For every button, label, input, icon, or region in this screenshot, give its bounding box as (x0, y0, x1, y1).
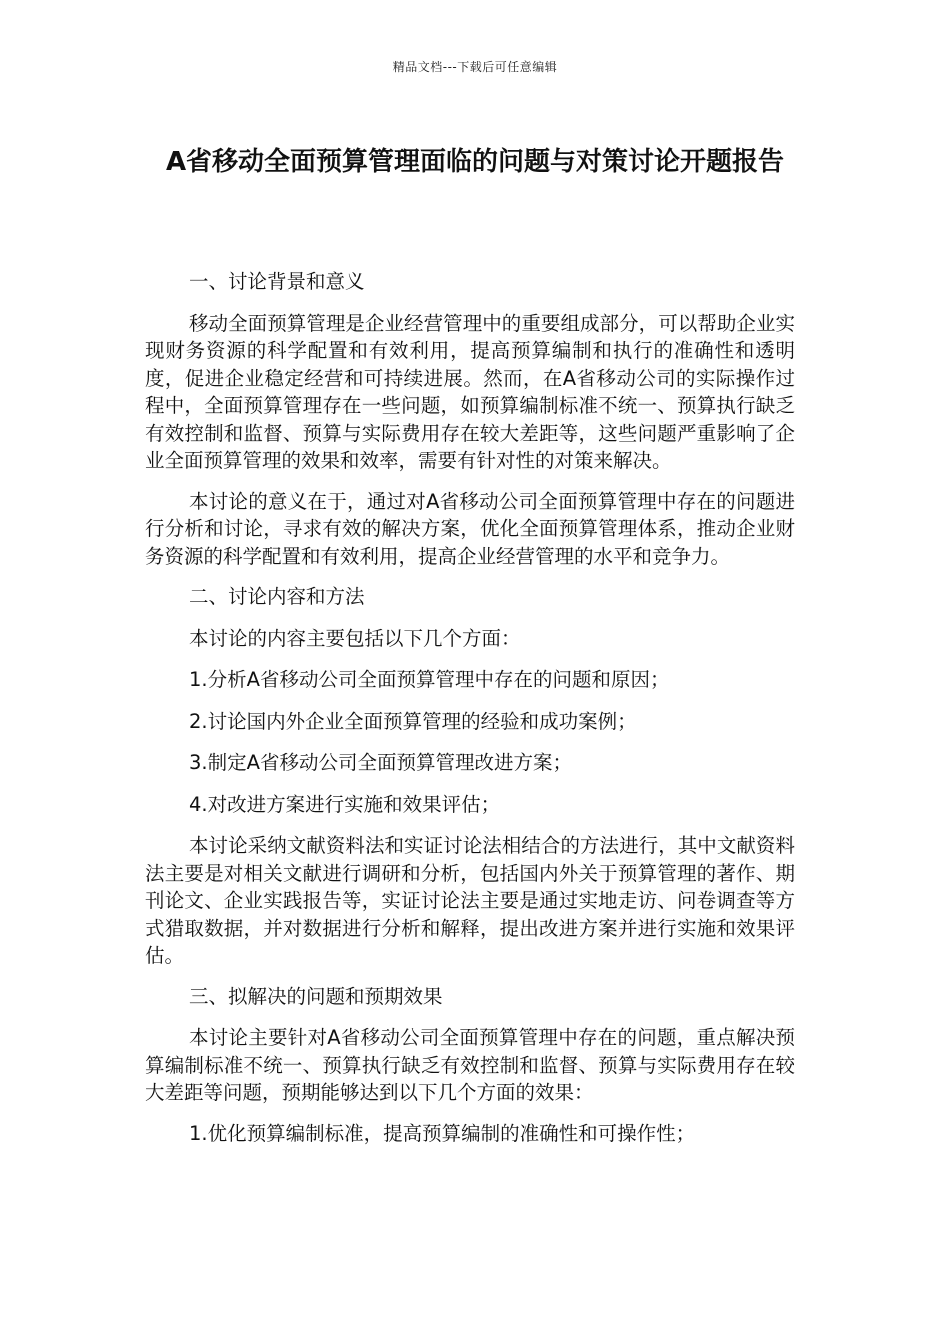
section-heading-content-method: 二、讨论内容和方法 (189, 585, 365, 608)
list-item: 2.讨论国内外企业全面预算管理的经验和成功案例； (189, 709, 637, 733)
document-title: A省移动全面预算管理面临的问题与对策讨论开题报告 (165, 147, 785, 177)
list-item: 1.分析A省移动公司全面预算管理中存在的问题和原因； (189, 668, 670, 691)
paragraph-content-intro: 本讨论的内容主要包括以下几个方面： (189, 626, 521, 650)
section-heading-background: 一、讨论背景和意义 (189, 270, 365, 293)
list-item: 4.对改进方案进行实施和效果评估； (189, 792, 501, 816)
list-item: 1.优化预算编制标准，提高预算编制的准确性和可操作性； (189, 1121, 696, 1145)
document-body (145, 268, 795, 1161)
list-item: 3.制定A省移动公司全面预算管理改进方案； (189, 751, 572, 774)
header-note: 精品文档---下载后可任意编辑 (392, 60, 558, 74)
section-heading-problems-effects: 三、拟解决的问题和预期效果 (189, 984, 443, 1008)
paragraph-significance: 本讨论的意义在于，通过对A省移动公司全面预算管理中存在的问题进行分析和讨论，寻求有效的解决方案，优化全面预算管理体系，推动企业财务资源的科学配置和有效利用，提高企业经营管理的水平和竞争力。 (145, 489, 795, 568)
paragraph-problems: 本讨论主要针对A省移动公司全面预算管理中存在的问题，重点解决预算编制标准不统一、预算执行缺乏有效控制和监督、预算与实际费用存在较大差距等问题，预期能够达到以下几个方面的效果： (145, 1026, 795, 1104)
paragraph-method: 本讨论采纳文献资料法和实证讨论法相结合的方法进行，其中文献资料法主要是对相关文献进行调研和分析，包括国内外关于预算管理的著作、期刊论文、企业实践报告等，实证讨论法主要是通过实地走访、问卷调查等方式猎取数据，并对数据进行分析和解释，提出改进方案并进行实施和效果评估。 (145, 834, 795, 967)
paragraph-background: 移动全面预算管理是企业经营管理中的重要组成部分，可以帮助企业实现财务资源的科学配置和有效利用，提高预算编制和执行的准确性和透明度，促进企业稳定经营和可持续进展。然而，在A省移动公司的实际操作过程中，全面预算管理存在一些问题，如预算编制标准不统一、预算执行缺乏有效控制和监督、预算与实际费用存在较大差距等，这些问题严重影响了企业全面预算管理的效果和效率，需要有针对性的对策来解决。 (145, 311, 795, 472)
